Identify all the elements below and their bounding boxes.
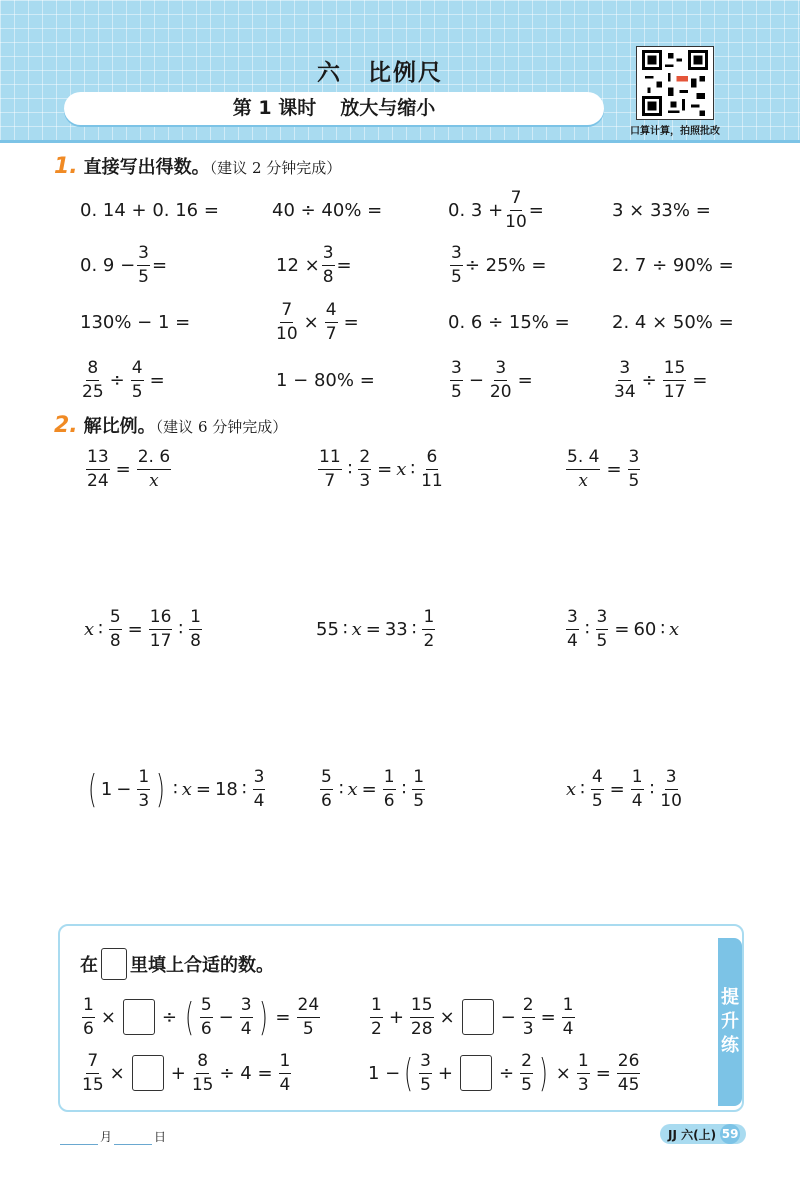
denominator: 6 bbox=[383, 790, 395, 811]
fraction bbox=[628, 446, 641, 491]
proportion-item bbox=[566, 761, 684, 817]
page-badge bbox=[660, 1124, 746, 1144]
operator: ∶ bbox=[347, 458, 353, 480]
operator: ∶ bbox=[584, 618, 590, 640]
variable: x bbox=[396, 458, 407, 480]
numerator: 3 bbox=[665, 769, 678, 790]
fraction bbox=[137, 766, 150, 811]
expression: 0. 3 + bbox=[448, 199, 504, 221]
denominator: 7 bbox=[325, 323, 337, 344]
denominator: 8 bbox=[322, 266, 334, 287]
denominator: 4 bbox=[253, 790, 265, 811]
denominator: 5 bbox=[596, 630, 608, 651]
denominator: 6 bbox=[83, 1018, 94, 1039]
fill-item bbox=[368, 989, 577, 1045]
operator: ÷ 4 = bbox=[219, 1062, 273, 1084]
fraction bbox=[240, 994, 253, 1039]
denominator: x bbox=[149, 470, 159, 491]
fraction bbox=[318, 446, 342, 491]
fraction bbox=[522, 994, 535, 1039]
chapter-name: 比例尺 bbox=[368, 60, 443, 86]
variable: x bbox=[347, 778, 358, 800]
fraction bbox=[419, 1050, 432, 1095]
denominator: 5 bbox=[521, 1074, 532, 1095]
numerator: 3 bbox=[618, 360, 631, 381]
numerator: 3 bbox=[494, 360, 507, 381]
numerator: 1 bbox=[577, 1053, 590, 1074]
denominator: 2 bbox=[423, 630, 435, 651]
fraction bbox=[489, 357, 512, 402]
numerator: 11 bbox=[318, 449, 342, 470]
calc-item bbox=[612, 294, 734, 350]
page-number: 59 bbox=[720, 1124, 740, 1144]
operator: = bbox=[365, 618, 381, 640]
operator: − bbox=[468, 369, 484, 391]
denominator: 28 bbox=[410, 1018, 433, 1039]
proportion-item bbox=[318, 761, 427, 817]
tab-char: 练 bbox=[721, 1035, 739, 1056]
fraction bbox=[614, 357, 636, 402]
operator: = bbox=[692, 369, 708, 391]
fill-item bbox=[80, 989, 322, 1045]
time-hint: （建议 6 分钟完成） bbox=[155, 418, 288, 436]
operator: + bbox=[437, 1062, 454, 1084]
expression: 0. 14 + 0. 16 = bbox=[80, 199, 219, 221]
operator: ∶ bbox=[660, 618, 666, 640]
fill-item bbox=[80, 1045, 293, 1101]
fraction bbox=[276, 299, 298, 344]
answer-box[interactable] bbox=[132, 1055, 164, 1091]
denominator: 8 bbox=[190, 630, 201, 651]
left-paren: ( bbox=[184, 995, 194, 1039]
numerator: 3 bbox=[240, 997, 253, 1018]
fraction bbox=[421, 446, 443, 491]
operator: = bbox=[275, 1006, 291, 1028]
operator: ÷ bbox=[641, 369, 657, 391]
denominator: 10 bbox=[660, 790, 682, 811]
numerator: 1 bbox=[383, 769, 396, 790]
operator: ∶ bbox=[241, 778, 247, 800]
operator: × bbox=[303, 311, 319, 333]
denominator: 5 bbox=[138, 266, 149, 287]
expression: = bbox=[336, 254, 352, 276]
operator: × bbox=[555, 1062, 571, 1084]
calc-item bbox=[448, 182, 544, 238]
denominator: 4 bbox=[631, 790, 643, 811]
expression: 40 ÷ 40% = bbox=[272, 199, 383, 221]
calc-item bbox=[274, 294, 363, 350]
denominator: 5 bbox=[131, 381, 143, 402]
calc-item bbox=[80, 182, 219, 238]
numerator: 1 bbox=[562, 997, 575, 1018]
lesson-title-bar bbox=[64, 92, 604, 125]
right-paren: ) bbox=[258, 995, 268, 1039]
fraction bbox=[131, 357, 144, 402]
denominator: 5 bbox=[451, 266, 462, 287]
question-2-title bbox=[54, 412, 287, 438]
fraction bbox=[82, 994, 95, 1039]
numerator: 1 bbox=[422, 609, 435, 630]
calc-item bbox=[612, 182, 711, 238]
operator: = bbox=[606, 458, 622, 480]
operator: + bbox=[170, 1062, 186, 1084]
fraction bbox=[562, 994, 575, 1039]
variable: x bbox=[351, 618, 362, 640]
number: 33 bbox=[384, 618, 408, 640]
lesson-name: 放大与缩小 bbox=[340, 97, 436, 119]
calc-item bbox=[272, 182, 382, 238]
fraction bbox=[577, 1050, 590, 1095]
numerator: 3 bbox=[322, 245, 335, 266]
title-text: 里填上合适的数。 bbox=[130, 955, 274, 976]
denominator: 25 bbox=[82, 381, 104, 402]
expression: 0. 9 − bbox=[80, 254, 136, 276]
numerator: 1 bbox=[412, 769, 425, 790]
numerator: 5 bbox=[109, 609, 122, 630]
numerator: 2 bbox=[520, 1053, 533, 1074]
denominator: 5 bbox=[628, 470, 640, 491]
expression: ÷ 25% = bbox=[464, 254, 547, 276]
operator: + bbox=[388, 1006, 404, 1028]
denominator: 3 bbox=[522, 1018, 534, 1039]
numerator: 3 bbox=[137, 245, 150, 266]
numerator: 7 bbox=[280, 302, 293, 323]
tab-char: 提 bbox=[721, 987, 739, 1008]
time-hint: （建议 2 分钟完成） bbox=[209, 159, 342, 177]
fraction bbox=[617, 1050, 641, 1095]
calc-item bbox=[80, 294, 190, 350]
month-blank[interactable] bbox=[60, 1133, 98, 1145]
operator: × bbox=[100, 1006, 116, 1028]
denominator: 5 bbox=[591, 790, 603, 811]
number: 60 bbox=[633, 618, 657, 640]
book-label: JJ 六(上) bbox=[668, 1127, 717, 1142]
fraction bbox=[82, 357, 104, 402]
numerator: 5 bbox=[320, 769, 333, 790]
operator: − bbox=[116, 778, 132, 800]
question-text: 直接写出得数。 bbox=[83, 157, 210, 178]
question-number: 1. bbox=[54, 154, 78, 179]
expression: 130% − 1 = bbox=[80, 311, 191, 333]
operator: ÷ bbox=[109, 369, 125, 391]
numerator: 15 bbox=[410, 997, 434, 1018]
denominator: 4 bbox=[240, 1018, 252, 1039]
calc-item bbox=[276, 352, 375, 408]
numerator: 8 bbox=[196, 1053, 209, 1074]
operator: = bbox=[595, 1062, 611, 1084]
answer-box[interactable] bbox=[123, 999, 155, 1035]
fraction bbox=[358, 446, 371, 491]
operator: = bbox=[127, 618, 143, 640]
denominator: 5 bbox=[420, 1074, 431, 1095]
numerator: 2 bbox=[522, 997, 535, 1018]
denominator: 4 bbox=[562, 1018, 574, 1039]
denominator: 3 bbox=[138, 790, 150, 811]
expression: 3 × 33% = bbox=[612, 199, 711, 221]
numerator: 1 bbox=[631, 769, 644, 790]
expression: = bbox=[528, 199, 544, 221]
qr-code-icon[interactable] bbox=[636, 46, 714, 120]
numerator: 26 bbox=[617, 1053, 641, 1074]
answer-box[interactable] bbox=[460, 1055, 492, 1091]
numerator: 15 bbox=[663, 360, 687, 381]
operator: = bbox=[149, 369, 165, 391]
operator: ÷ bbox=[499, 1062, 515, 1084]
operator: = bbox=[614, 618, 630, 640]
proportion-item bbox=[564, 441, 642, 497]
operator: = bbox=[517, 369, 533, 391]
operator: ∶ bbox=[342, 618, 348, 640]
numerator: 3 bbox=[419, 1053, 432, 1074]
denominator: 17 bbox=[149, 630, 172, 651]
proportion-item bbox=[84, 761, 267, 817]
numerator: 7 bbox=[86, 1053, 99, 1074]
blank-box-icon bbox=[101, 948, 127, 980]
expression: 2. 7 ÷ 90% = bbox=[612, 254, 734, 276]
expression: 0. 6 ÷ 15% = bbox=[448, 311, 570, 333]
calc-item bbox=[448, 352, 537, 408]
denominator: x bbox=[578, 470, 589, 491]
denominator: 45 bbox=[617, 1074, 640, 1095]
denominator: 5 bbox=[302, 1018, 314, 1039]
denominator: 10 bbox=[276, 323, 298, 344]
denominator: 6 bbox=[200, 1018, 212, 1039]
fraction bbox=[505, 187, 527, 232]
numerator: 2. 6 bbox=[137, 449, 171, 470]
proportion-item bbox=[316, 441, 445, 497]
fraction bbox=[596, 606, 609, 651]
operator: = bbox=[609, 778, 625, 800]
numerator: 3 bbox=[253, 769, 266, 790]
calc-item bbox=[612, 352, 711, 408]
left-paren: ( bbox=[404, 1051, 414, 1095]
numerator: 1 bbox=[370, 997, 383, 1018]
title-text: 在 bbox=[80, 955, 98, 976]
operator: = bbox=[377, 458, 393, 480]
numerator: 3 bbox=[450, 245, 463, 266]
fraction bbox=[566, 446, 600, 491]
numerator: 5 bbox=[200, 997, 213, 1018]
fraction bbox=[325, 299, 338, 344]
fraction bbox=[109, 606, 122, 651]
expression: 2. 4 × 50% = bbox=[612, 311, 734, 333]
fraction bbox=[660, 766, 682, 811]
calc-item bbox=[612, 237, 734, 293]
operator: = bbox=[195, 778, 211, 800]
operator: × bbox=[109, 1062, 125, 1084]
numerator: 13 bbox=[86, 449, 110, 470]
question-number: 2. bbox=[54, 413, 78, 438]
expression: 1 − bbox=[368, 1062, 401, 1084]
fraction bbox=[520, 1050, 533, 1095]
extension-tab bbox=[718, 938, 742, 1106]
operator: ∶ bbox=[580, 778, 585, 800]
fraction bbox=[200, 994, 213, 1039]
fraction bbox=[82, 1050, 104, 1095]
expression: 1 − 80% = bbox=[276, 369, 375, 391]
denominator: 3 bbox=[359, 470, 371, 491]
fraction bbox=[631, 766, 644, 811]
fill-item bbox=[368, 1045, 642, 1101]
numerator: 4 bbox=[131, 360, 144, 381]
proportion-item bbox=[84, 441, 173, 497]
denominator: 34 bbox=[614, 381, 636, 402]
denominator: 11 bbox=[421, 470, 443, 491]
fraction bbox=[297, 994, 321, 1039]
numerator: 16 bbox=[149, 609, 173, 630]
question-text: 解比例。 bbox=[83, 416, 156, 437]
denominator: 17 bbox=[663, 381, 686, 402]
numerator: 3 bbox=[566, 609, 579, 630]
calc-item bbox=[448, 237, 546, 293]
denominator: 20 bbox=[489, 381, 512, 402]
numerator: 1 bbox=[137, 769, 150, 790]
proportion-item bbox=[84, 601, 204, 657]
numerator: 3 bbox=[596, 609, 609, 630]
fraction bbox=[450, 357, 463, 402]
numerator: 3 bbox=[628, 449, 641, 470]
number: 1 bbox=[100, 778, 113, 800]
fraction bbox=[383, 766, 396, 811]
question-1-title bbox=[54, 153, 341, 179]
fraction bbox=[149, 606, 173, 651]
proportion-item bbox=[564, 601, 679, 657]
denominator: 10 bbox=[505, 211, 527, 232]
fraction bbox=[663, 357, 687, 402]
calc-item bbox=[80, 352, 169, 408]
qr-caption: 口算计算，拍照批改 bbox=[630, 126, 720, 137]
fraction bbox=[137, 242, 150, 287]
numerator: 5. 4 bbox=[566, 449, 600, 470]
operator: ∶ bbox=[338, 778, 344, 800]
operator: − bbox=[500, 1006, 516, 1028]
fraction bbox=[591, 766, 604, 811]
denominator: 15 bbox=[191, 1074, 214, 1095]
operator: = bbox=[115, 458, 131, 480]
lesson-number: 第 1 课时 bbox=[232, 97, 317, 119]
operator: × bbox=[439, 1006, 455, 1028]
operator: ∶ bbox=[173, 778, 178, 800]
expression: 12 × bbox=[276, 254, 320, 276]
calc-item bbox=[448, 294, 570, 350]
month-label: 月 bbox=[100, 1130, 113, 1144]
denominator: 8 bbox=[109, 630, 121, 651]
operator: ∶ bbox=[178, 618, 184, 640]
numerator: 6 bbox=[426, 449, 439, 470]
operator: ∶ bbox=[410, 458, 416, 480]
numerator: 24 bbox=[297, 997, 321, 1018]
operator: − bbox=[218, 1006, 234, 1028]
tab-char: 升 bbox=[721, 1011, 739, 1032]
number: 18 bbox=[214, 778, 238, 800]
fraction bbox=[322, 242, 335, 287]
day-blank[interactable] bbox=[114, 1133, 152, 1145]
extension-title bbox=[80, 948, 274, 980]
fraction bbox=[189, 606, 202, 651]
right-paren: ) bbox=[538, 1051, 548, 1095]
calc-item bbox=[276, 237, 352, 293]
expression: = bbox=[151, 254, 168, 276]
denominator: 5 bbox=[413, 790, 425, 811]
operator: ∶ bbox=[411, 618, 417, 640]
numerator: 2 bbox=[358, 449, 371, 470]
numerator: 7 bbox=[510, 190, 523, 211]
denominator: 24 bbox=[87, 470, 109, 491]
fraction bbox=[86, 446, 110, 491]
denominator: 2 bbox=[371, 1018, 382, 1039]
variable: x bbox=[669, 618, 680, 640]
variable: x bbox=[566, 778, 577, 800]
denominator: 4 bbox=[567, 630, 578, 651]
fraction bbox=[412, 766, 425, 811]
operator: ∶ bbox=[649, 778, 655, 800]
fraction bbox=[422, 606, 435, 651]
numerator: 4 bbox=[325, 302, 338, 323]
fraction bbox=[320, 766, 333, 811]
operator: = bbox=[361, 778, 377, 800]
proportion-item bbox=[316, 601, 437, 657]
fraction bbox=[410, 994, 434, 1039]
fraction bbox=[253, 766, 266, 811]
fraction bbox=[370, 994, 383, 1039]
operator: ÷ bbox=[161, 1006, 178, 1028]
denominator: 15 bbox=[82, 1074, 104, 1095]
numerator: 1 bbox=[82, 997, 95, 1018]
fraction bbox=[279, 1050, 292, 1095]
numerator: 4 bbox=[591, 769, 604, 790]
answer-box[interactable] bbox=[462, 999, 494, 1035]
left-paren: ( bbox=[87, 767, 97, 811]
denominator: 6 bbox=[321, 790, 332, 811]
denominator: 4 bbox=[279, 1074, 291, 1095]
numerator: 1 bbox=[189, 609, 202, 630]
right-paren: ) bbox=[156, 767, 166, 811]
number: 55 bbox=[316, 618, 339, 640]
numerator: 1 bbox=[279, 1053, 292, 1074]
denominator: 7 bbox=[324, 470, 336, 491]
numerator: 8 bbox=[86, 360, 99, 381]
fraction bbox=[191, 1050, 214, 1095]
operator: ∶ bbox=[401, 778, 407, 800]
calc-item bbox=[80, 237, 167, 293]
date-field bbox=[58, 1128, 166, 1145]
denominator: 3 bbox=[577, 1074, 589, 1095]
operator: ∶ bbox=[98, 618, 103, 640]
operator: = bbox=[540, 1006, 556, 1028]
fraction bbox=[450, 242, 463, 287]
variable: x bbox=[181, 778, 192, 800]
operator: = bbox=[343, 311, 359, 333]
day-label: 日 bbox=[154, 1130, 167, 1144]
fraction bbox=[137, 446, 171, 491]
numerator: 3 bbox=[450, 360, 463, 381]
variable: x bbox=[84, 618, 95, 640]
denominator: 5 bbox=[451, 381, 462, 402]
fraction bbox=[566, 606, 579, 651]
chapter-number: 六 bbox=[317, 60, 342, 86]
